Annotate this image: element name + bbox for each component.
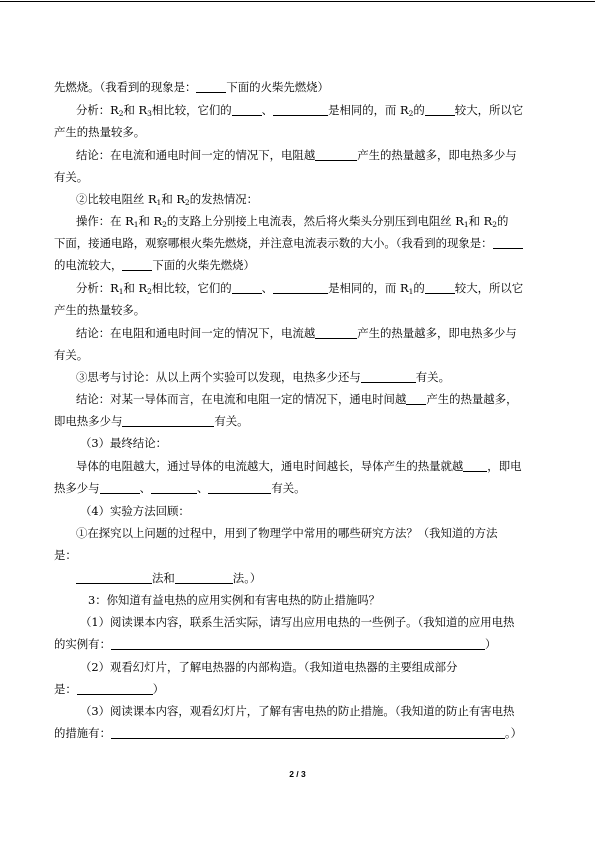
- text-line: 产生的热量较多。: [54, 303, 146, 317]
- text-line: 结论：在电阻和通电时间一定的情况下，电流越 产生的热量越多，即电热多少与: [76, 326, 517, 340]
- blank-field[interactable]: [315, 148, 357, 161]
- text-line: 产生的热量较多。: [54, 125, 146, 139]
- blank-field[interactable]: [122, 414, 214, 427]
- text-line: ③思考与讨论：从以上两个实验可以发现，电热多少还与 有关。: [76, 370, 450, 384]
- blank-field[interactable]: [208, 481, 271, 494]
- blank-field[interactable]: [232, 281, 262, 294]
- blank-field[interactable]: [493, 236, 523, 249]
- text-line: 先燃烧。（我看到的现象是： 下面的火柴先燃烧）: [54, 80, 329, 94]
- page-top-rule: [0, 1, 595, 2]
- section-heading: （3）最终结论：: [80, 436, 167, 450]
- text-line: （1）阅读课本内容，联系生活实际，请写出应用电热的一些例子。（我知道的应用电热: [80, 615, 515, 629]
- text-line: （3）阅读课本内容，观看幻灯片，了解有害电热的防止措施。（我知道的防止有害电热: [80, 704, 515, 718]
- text-line: 有关。: [54, 170, 89, 184]
- page-number: 2 / 3: [289, 769, 306, 779]
- blank-field[interactable]: [273, 281, 328, 294]
- blank-field[interactable]: [175, 571, 233, 584]
- blank-field[interactable]: [122, 258, 152, 271]
- text-line: 有关。: [54, 348, 89, 362]
- blank-field[interactable]: [361, 370, 416, 383]
- section-heading: （4）实验方法回顾：: [80, 504, 190, 518]
- text-line: 操作：在 $R_1$和 $R_2$的支路上分别接上电流表，然后将火柴头分别压到电阻丝 $R_1$和 $R_2$的: [76, 214, 509, 229]
- text-line: 结论：在电流和通电时间一定的情况下，电阻越 产生的热量越多，即电热多少与: [76, 148, 517, 162]
- text-line: 导体的电阻越大，通过导体的电流越大，通电时间越长，导体产生的热量就越 ，即电: [76, 459, 522, 473]
- text-line: 结论：对某一导体而言，在电流和电阻一定的情况下，通电时间越 产生的热量越多，: [76, 392, 518, 406]
- blank-field[interactable]: [151, 481, 197, 494]
- blank-field[interactable]: [111, 637, 485, 650]
- blank-field[interactable]: [196, 80, 226, 93]
- text-line: 是：: [54, 548, 77, 562]
- text-line: 热多少与 、 、 有关。: [54, 481, 306, 495]
- question-heading: 3：你知道有益电热的应用实例和有害电热的防止措施吗？: [88, 593, 381, 607]
- blank-field[interactable]: [100, 481, 140, 494]
- blank-field[interactable]: [76, 571, 152, 584]
- text-line: 分析：$R_2$和 $R_3$相比较，它们的 、 是相同的，而 $R_2$的 较大，所以它: [76, 103, 524, 118]
- text-line: 法和 法。）: [76, 571, 261, 585]
- text-line: 是： ）: [54, 682, 165, 696]
- blank-field[interactable]: [425, 281, 455, 294]
- blank-field[interactable]: [232, 103, 262, 116]
- blank-field[interactable]: [111, 726, 505, 739]
- blank-field[interactable]: [77, 682, 153, 695]
- blank-field[interactable]: [463, 459, 487, 472]
- text-line: （2）观看幻灯片，了解电热器的内部构造。（我知道电热器的主要组成部分: [80, 660, 458, 674]
- blank-field[interactable]: [273, 103, 328, 116]
- text-line: ①在探究以上问题的过程中，用到了物理学中常用的哪些研究方法？（我知道的方法: [76, 526, 498, 540]
- text-line: 分析：$R_1$和 $R_2$相比较，它们的 、 是相同的，而 $R_1$的 较大，所以它: [76, 281, 524, 296]
- text-line: 的实例有： ）: [54, 637, 497, 651]
- blank-field[interactable]: [315, 326, 357, 339]
- blank-field[interactable]: [406, 392, 426, 405]
- text-line: 下面，接通电路，观察哪根火柴先燃烧，并注意电流表示数的大小。（我看到的现象是：: [54, 236, 523, 250]
- text-line: 的措施有： 。）: [54, 726, 523, 740]
- text-line: ②比较电阻丝 $R_1$和 $R_2$的发热情况：: [76, 192, 259, 207]
- blank-field[interactable]: [425, 103, 455, 116]
- text-line: 即电热多少与 有关。: [54, 414, 249, 428]
- text-line: 的电流较大， 下面的火柴先燃烧）: [54, 258, 255, 272]
